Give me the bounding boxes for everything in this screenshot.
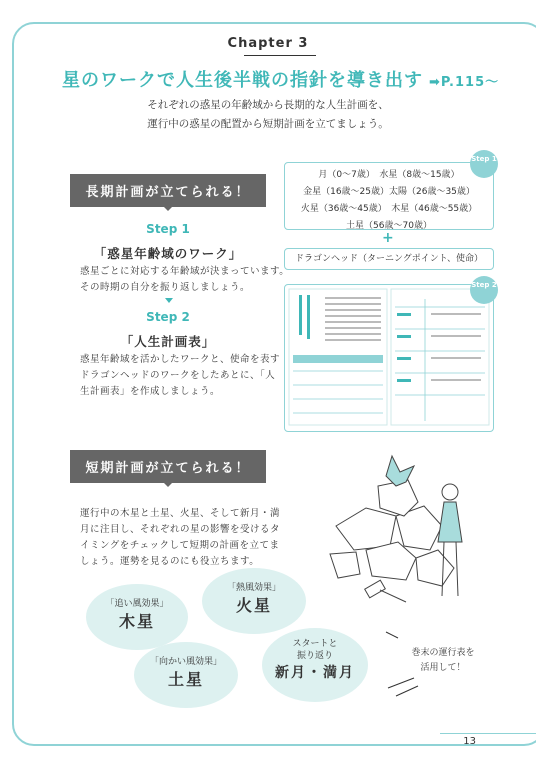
effect-saturn-tag: 「向かい風効果」 (149, 657, 222, 667)
plus-icon: + (382, 230, 394, 246)
chapter-underline (244, 55, 316, 56)
step1-line-1: 惑星ごとに対応する年齢域が決まっています。 (80, 266, 290, 277)
step2-line-1: 惑星年齢域を活かしたワークと、使命を表す (80, 354, 281, 365)
headline (62, 66, 499, 92)
timetable-note-line-2: 活用して！ (420, 663, 466, 673)
step2-line-3: 生計画表」を作成しましょう。 (80, 386, 221, 397)
short-term-line-2: 月に注目し、それぞれの星の影響を受けるタ (80, 524, 281, 535)
chapter-label: Chapter 3 (227, 36, 309, 51)
effect-jupiter (86, 584, 188, 650)
planet-age-line-1: 月（0〜7歳） 水星（8歳〜15歳） (318, 170, 460, 180)
effect-mars (202, 568, 306, 634)
effect-saturn (134, 642, 238, 708)
step2-line-2: ドラゴンヘッドのワークをしたあとに、「人 (80, 370, 276, 381)
rocks-person-illustration (326, 446, 496, 616)
timetable-note-line-1: 巻末の運行表を (411, 648, 475, 658)
short-term-line-3: イミングをチェックして短期の計画を立てま (80, 540, 280, 551)
effect-moon-tag: スタートと 振り返り (292, 639, 338, 661)
planet-age-line-3: 火星（36歳〜45歳） 木星（46歳〜55歳） (300, 204, 478, 214)
planet-age-line-2: 金星（16歳〜25歳）太陽（26歳〜35歳） (303, 187, 475, 197)
page-ref[interactable]: ➡P.115〜 (429, 75, 500, 90)
step2-label: Step 2 (146, 310, 190, 324)
page-number-rule (440, 733, 536, 734)
effect-mars-name: 火星 (235, 596, 272, 615)
effect-saturn-name: 土星 (167, 670, 204, 689)
planet-age-line-4: 土星（56歳〜70歳） (346, 221, 432, 231)
step2-badge: Step 2 (470, 276, 498, 304)
step1-badge: Step 1 (470, 150, 498, 178)
dragon-head-box: ドラゴンヘッド（ターニングポイント、使命） (284, 248, 494, 270)
subtitle-line-1: それぞれの惑星の年齢域から長期的な人生計画を、 (147, 99, 389, 111)
planet-age-box (284, 162, 494, 230)
step1-title: 「惑星年齢域のワーク」 (93, 246, 243, 261)
effect-jupiter-name: 木星 (118, 612, 155, 631)
effect-jupiter-tag: 「追い風効果」 (105, 599, 169, 609)
page-number: 13 (463, 736, 476, 747)
short-term-line-4: しょう。運勢を見るのにも役立ちます。 (80, 556, 260, 567)
subtitle-line-2: 運行中の惑星の配置から短期計画を立てましょう。 (147, 118, 389, 130)
banner-pointer (161, 480, 175, 487)
sheet-illustration (285, 285, 493, 431)
long-term-banner: 長期計画が立てられる！ (70, 174, 266, 207)
effect-moon (262, 628, 368, 702)
life-plan-sheet-thumbnail (284, 284, 494, 432)
step1-label: Step 1 (146, 222, 190, 236)
banner-pointer (161, 204, 175, 211)
step2-title: 「人生計画表」 (120, 334, 216, 349)
step1-line-2: その時期の自分を振り返しましょう。 (80, 282, 251, 293)
effect-moon-name: 新月・満月 (275, 665, 355, 681)
short-term-line-1: 運行中の木星と土星、火星、そして新月・満 (80, 508, 281, 519)
step-arrow-icon (165, 298, 173, 303)
short-term-banner: 短期計画が立てられる！ (70, 450, 266, 483)
headline-text: 星のワークで人生後半戦の指針を導き出す (62, 70, 423, 91)
effect-mars-tag: 「熱風効果」 (226, 583, 281, 593)
